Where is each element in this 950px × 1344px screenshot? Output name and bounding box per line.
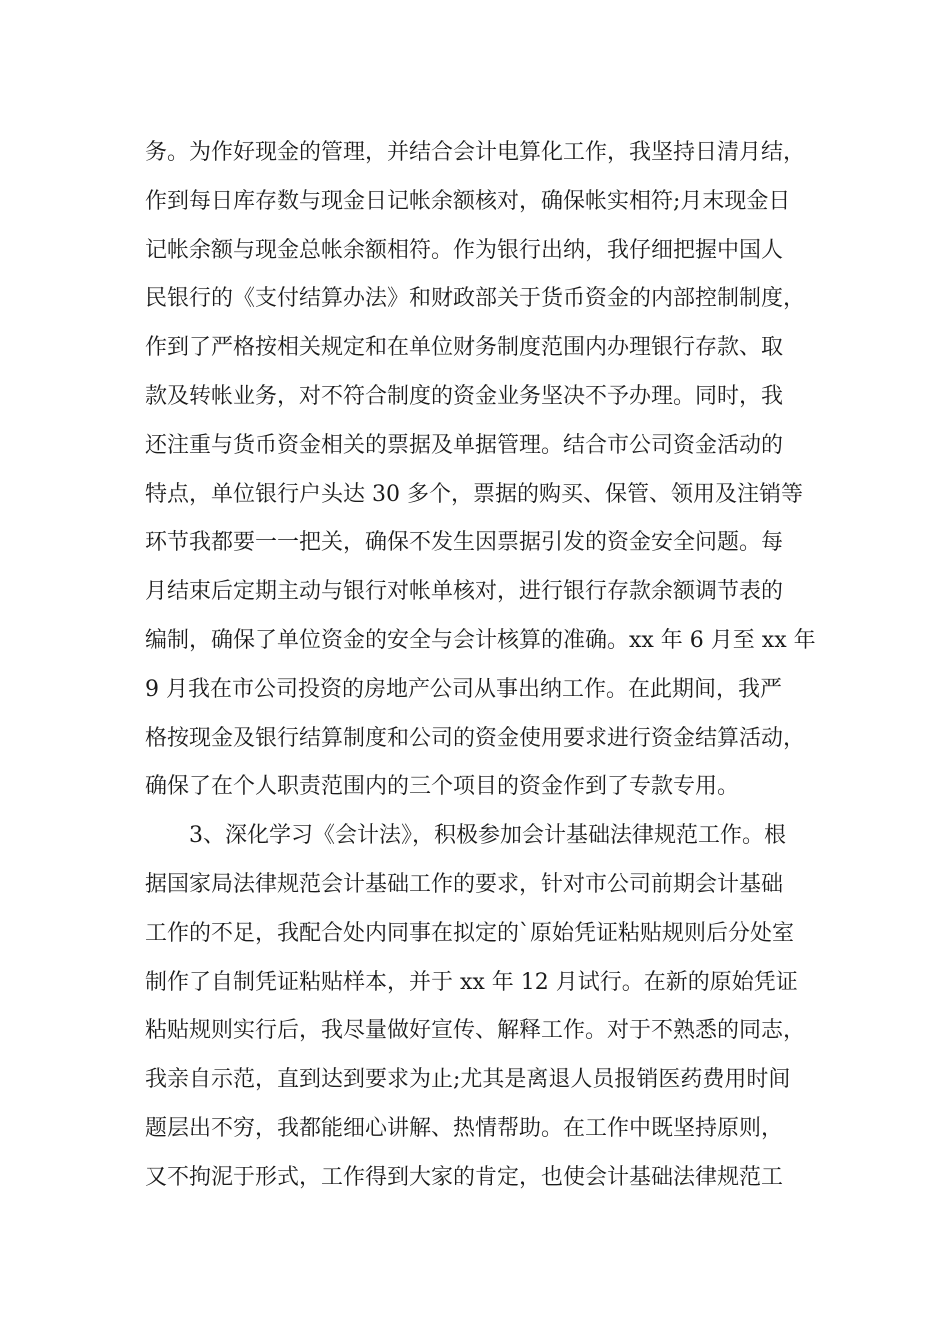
text-line: 9 月我在市公司投资的房地产公司从事出纳工作。在此期间，我严: [145, 676, 782, 702]
text-line: 据国家局法律规范会计基础工作的要求，针对市公司前期会计基础: [145, 871, 784, 897]
text-line: 粘贴规则实行后，我尽量做好宣传、解释工作。对于不熟悉的同志，: [145, 1018, 806, 1044]
text-line: 还注重与货币资金相关的票据及单据管理。结合市公司资金活动的: [145, 432, 784, 458]
text-line: 务。为作好现金的管理，并结合会计电算化工作，我坚持日清月结，: [145, 140, 806, 165]
text-line: 又不拘泥于形式，工作得到大家的肯定，也使会计基础法律规范工: [145, 1164, 784, 1190]
text-line: 编制，确保了单位资金的安全与会计核算的准确。xx 年 6 月至 xx 年: [145, 627, 816, 653]
text-line: 制作了自制凭证粘贴样本，并于 xx 年 12 月试行。在新的原始凭证: [145, 969, 798, 995]
text-line: 作到每日库存数与现金日记帐余额核对，确保帐实相符;月末现金日: [145, 188, 791, 214]
paragraph-start-line: 3、深化学习《会计法》，积极参加会计基础法律规范工作。根: [189, 823, 786, 849]
text-line: 民银行的《支付结算办法》和财政部关于货币资金的内部控制制度，: [145, 286, 806, 312]
text-line: 款及转帐业务，对不符合制度的资金业务坚决不予办理。同时，我: [145, 383, 784, 409]
text-line: 格按现金及银行结算制度和公司的资金使用要求进行资金结算活动，: [145, 725, 806, 751]
text-line: 题层出不穷，我都能细心讲解、热情帮助。在工作中既坚持原则，: [145, 1115, 784, 1141]
text-line: 我亲自示范，直到达到要求为止;尤其是离退人员报销医药费用时间: [145, 1067, 791, 1093]
text-line: 确保了在个人职责范围内的三个项目的资金作到了专款专用。: [145, 774, 740, 800]
text-line: 作到了严格按相关规定和在单位财务制度范围内办理银行存款、取: [145, 335, 784, 361]
text-line: 特点，单位银行户头达 30 多个，票据的购买、保管、领用及注销等: [145, 481, 803, 507]
text-line: 工作的不足，我配合处内同事在拟定的`原始凭证粘贴规则后分处室: [145, 920, 795, 946]
text-line: 月结束后定期主动与银行对帐单核对，进行银行存款余额调节表的: [145, 579, 784, 605]
text-line: 记帐余额与现金总帐余额相符。作为银行出纳，我仔细把握中国人: [145, 237, 784, 263]
body-text: [145, 129, 845, 1203]
text-line: 环节我都要一一把关，确保不发生因票据引发的资金安全问题。每: [145, 530, 784, 556]
